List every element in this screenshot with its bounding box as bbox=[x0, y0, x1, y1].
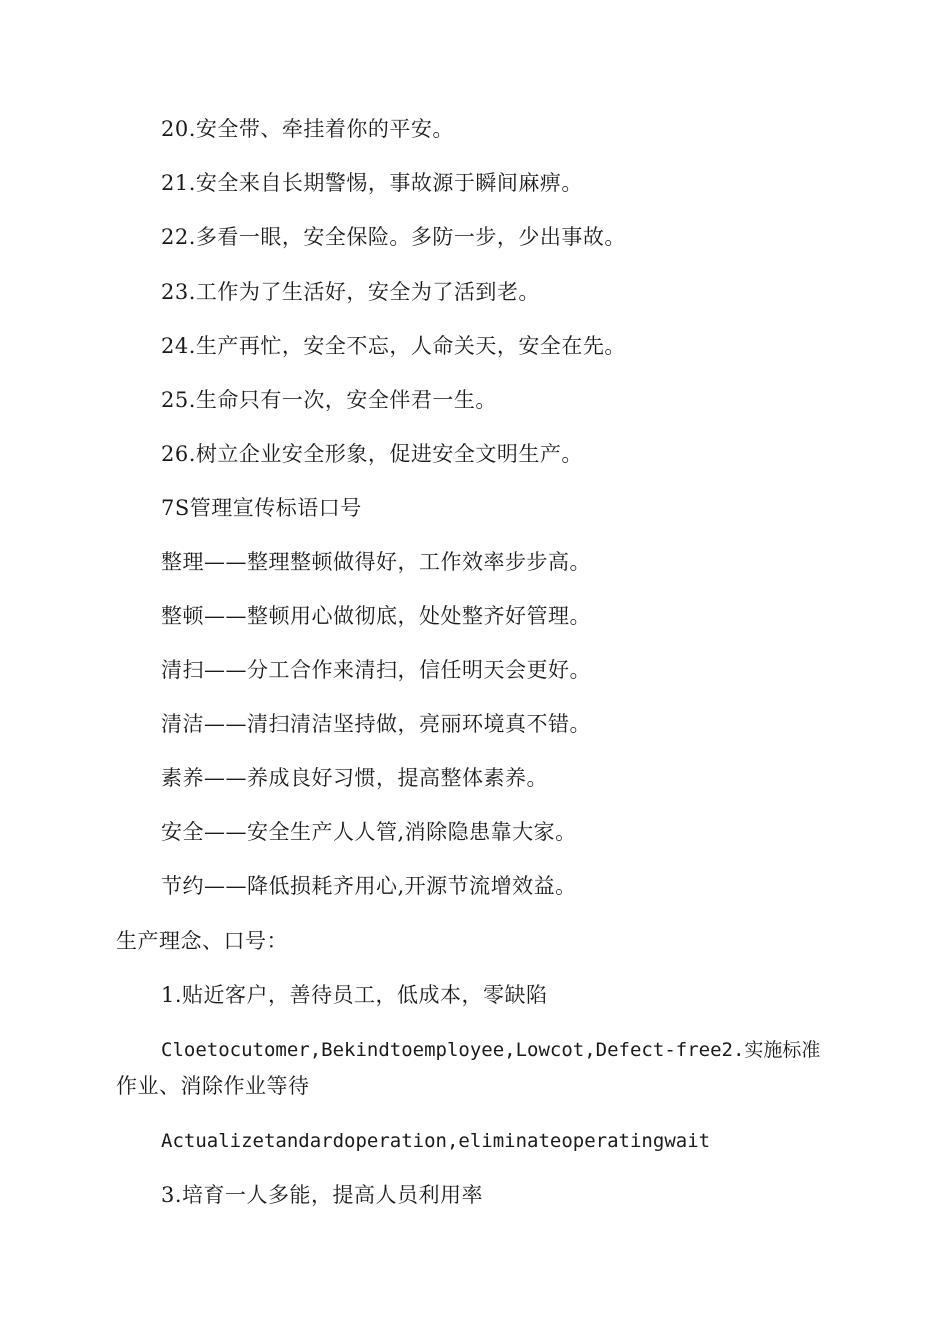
slogan-24: 24.生产再忙，安全不忘，人命关天，安全在先。 bbox=[161, 334, 626, 358]
section-7s-title: 7S管理宣传标语口号 bbox=[161, 496, 362, 520]
7s-item-safety: 安全——安全生产人人管,消除隐患靠大家。 bbox=[161, 820, 577, 844]
7s-item-shitsuke: 素养——养成良好习惯，提高整体素养。 bbox=[161, 766, 548, 790]
slogan-23: 23.工作为了生活好，安全为了活到老。 bbox=[161, 280, 540, 304]
7s-item-seiton: 整顿——整顿用心做彻底，处处整齐好管理。 bbox=[161, 604, 591, 628]
slogan-25: 25.生命只有一次，安全伴君一生。 bbox=[161, 388, 497, 412]
production-item-1: 1.贴近客户，善待员工，低成本，零缺陷 bbox=[161, 983, 548, 1007]
7s-item-saving: 节约——降低损耗齐用心,开源节流增效益。 bbox=[161, 874, 577, 898]
production-item-3: 3.培育一人多能，提高人员利用率 bbox=[161, 1183, 484, 1207]
slogan-21: 21.安全来自长期警惕，事故源于瞬间麻痹。 bbox=[161, 171, 583, 195]
slogan-20: 20.安全带、牵挂着你的平安。 bbox=[161, 117, 454, 141]
7s-item-seiso: 清扫——分工合作来清扫，信任明天会更好。 bbox=[161, 658, 591, 682]
7s-item-seiri: 整理——整理整顿做得好，工作效率步步高。 bbox=[161, 550, 591, 574]
production-item-1-english: Cloetocutomer,Bekindtoemployee,Lowcot,Defect-free2.实施标准 bbox=[161, 1039, 821, 1061]
production-item-2-english: Actualizetandardoperation,eliminateoperatingwait bbox=[161, 1130, 711, 1152]
slogan-22: 22.多看一眼，安全保险。多防一步，少出事故。 bbox=[161, 225, 626, 249]
7s-item-seiketsu: 清洁——清扫清洁坚持做，亮丽环境真不错。 bbox=[161, 712, 591, 736]
production-section-title: 生产理念、口号： bbox=[116, 929, 288, 953]
production-item-2-continued: 作业、消除作业等待 bbox=[116, 1074, 310, 1098]
slogan-26: 26.树立企业安全形象，促进安全文明生产。 bbox=[161, 442, 583, 466]
